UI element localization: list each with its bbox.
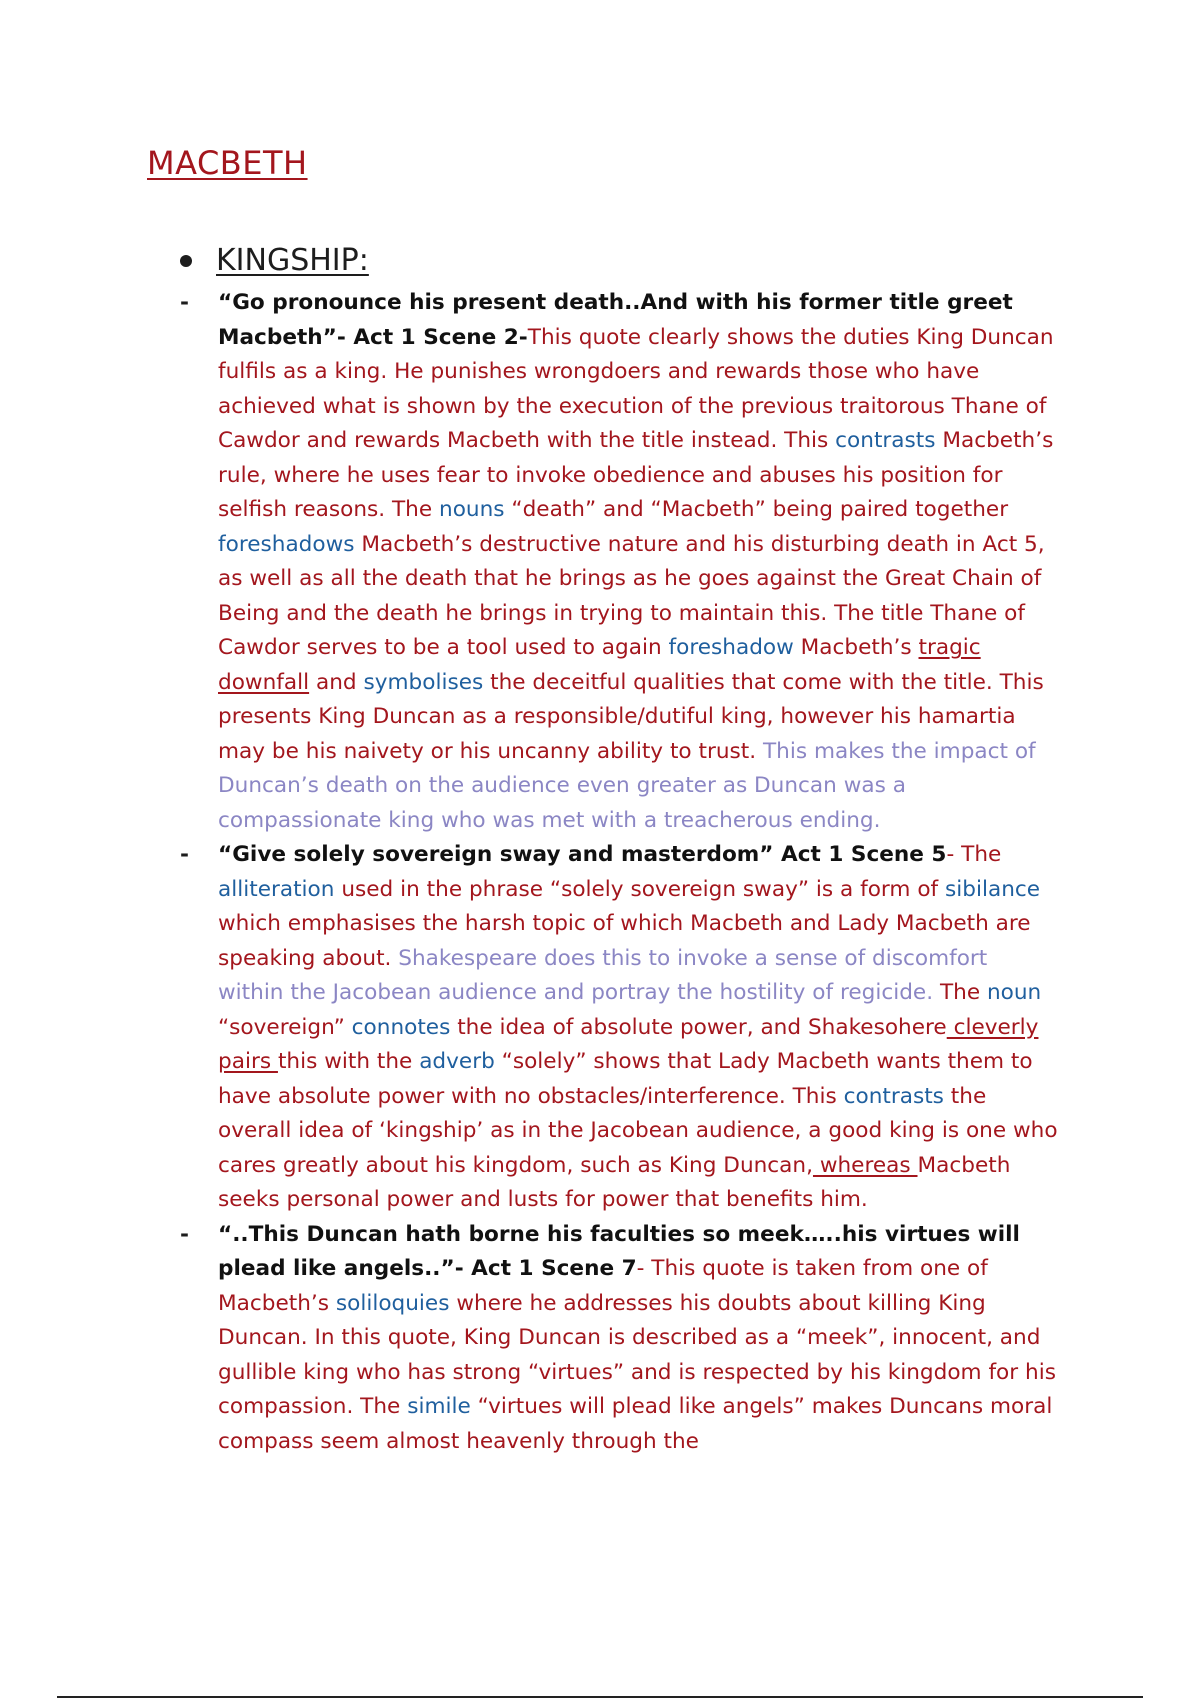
segment: This quote clearly shows the duties King Duncan fulfils as a king. He punishes wrongdoers and rewards those who have achieved what is shown by the execution of the previous traitorous Thane of Cawdor and rewards Macbeth with the title instead. This bbox=[218, 324, 1054, 453]
segment: “Give solely sovereign sway and masterdom” Act 1 Scene 5 bbox=[218, 842, 947, 867]
segment: “..This Duncan hath borne his faculties so meek…..his virtues will plead like angels..”- Act 1 Scene 7 bbox=[218, 1221, 1020, 1281]
segment: “Go pronounce his present death..And with his former title greet Macbeth”- Act 1 Scene 2- bbox=[218, 290, 1013, 350]
segment: foreshadows bbox=[218, 531, 355, 557]
segment: Macbeth’s destructive nature and his disturbing death in Act 5, as well as all the death that he brings as he goes against the Great Chain of Being and the death he brings in trying to maintain this. The title Thane of Cawdor serves to be a tool used to again bbox=[218, 531, 1045, 660]
segment: Macbeth’s bbox=[793, 635, 919, 660]
segment: and bbox=[309, 669, 364, 695]
bullet-icon bbox=[180, 255, 192, 267]
segment: the overall idea of ‘kingship’ as in the Jacobean audience, a good king is one who cares greatly about his kingdom, such as King Duncan, bbox=[218, 1083, 1058, 1178]
segment: the deceitful qualities that come with the title. This presents King Duncan as a responsible/dutiful king, however his hamartia may be his naivety or his uncanny ability to trust. bbox=[218, 669, 1044, 764]
segment: soliloquies bbox=[335, 1290, 450, 1316]
segment: foreshadow bbox=[668, 635, 794, 660]
segment: The bbox=[933, 980, 987, 1005]
segment: adverb bbox=[419, 1049, 495, 1074]
segment: whereas bbox=[812, 1152, 918, 1178]
segment: tragic downfall bbox=[218, 635, 981, 695]
segment: “death” and “Macbeth” being paired together bbox=[504, 497, 1009, 522]
segment: sibilance bbox=[945, 876, 1041, 902]
section-heading bbox=[180, 243, 369, 278]
segment: - This quote is taken from one of Macbeth’s bbox=[218, 1256, 988, 1316]
page-divider bbox=[57, 1696, 1143, 1698]
segment: Shakespeare does this to invoke a sense of discomfort within the Jacobean audience and portray the hostility of regicide. bbox=[218, 945, 988, 1005]
segment: noun bbox=[986, 980, 1042, 1005]
document-title: MACBETH bbox=[147, 144, 308, 182]
point-3 bbox=[180, 1218, 1058, 1460]
segment: Macbeth’s rule, where he uses fear to invoke obedience and abuses his position for selfish reasons. The bbox=[218, 428, 1054, 522]
segment: - The bbox=[946, 842, 1002, 867]
segment: simile bbox=[407, 1394, 471, 1419]
segment: symbolises bbox=[363, 669, 484, 695]
dash-icon: - bbox=[180, 290, 189, 315]
segment: where he addresses his doubts about killing King Duncan. In this quote, King Duncan is described as a “meek”, innocent, and gullible king who has strong “virtues” and is respected by his kingdom for his compassion. The bbox=[218, 1290, 1056, 1419]
segment: which emphasises the harsh topic of which Macbeth and Lady Macbeth are speaking about. bbox=[218, 911, 1031, 971]
segment: “virtues will plead like angels” makes Duncans moral compass seem almost heavenly through the bbox=[218, 1394, 1053, 1454]
segment: “sovereign” bbox=[218, 1014, 352, 1040]
segment: Macbeth seeks personal power and lusts for power that benefits him. bbox=[218, 1152, 1011, 1212]
segment: “solely” shows that Lady Macbeth wants them to have absolute power with no obstacles/interference. This bbox=[218, 1049, 1033, 1109]
point-2 bbox=[180, 838, 1058, 1218]
segment: the idea of absolute power, and Shakesohere bbox=[450, 1014, 947, 1040]
dash-icon: - bbox=[180, 842, 189, 867]
segment: alliteration bbox=[218, 876, 335, 902]
segment: This makes the impact of Duncan’s death on the audience even greater as Duncan was a compassionate king who was met with a treacherous ending. bbox=[218, 738, 1036, 833]
segment: this with the bbox=[277, 1049, 420, 1074]
point-1 bbox=[180, 286, 1058, 838]
segment: used in the phrase “solely sovereign sway” is a form of bbox=[334, 876, 945, 902]
kingship-points-list bbox=[180, 286, 1058, 1459]
section-heading-text: KINGSHIP: bbox=[216, 243, 369, 278]
segment: cleverly pairs bbox=[218, 1014, 1039, 1074]
segment: connotes bbox=[351, 1014, 451, 1040]
segment: contrasts bbox=[835, 428, 936, 453]
segment: nouns bbox=[439, 497, 505, 522]
segment: contrasts bbox=[843, 1083, 944, 1109]
dash-icon: - bbox=[180, 1221, 189, 1247]
